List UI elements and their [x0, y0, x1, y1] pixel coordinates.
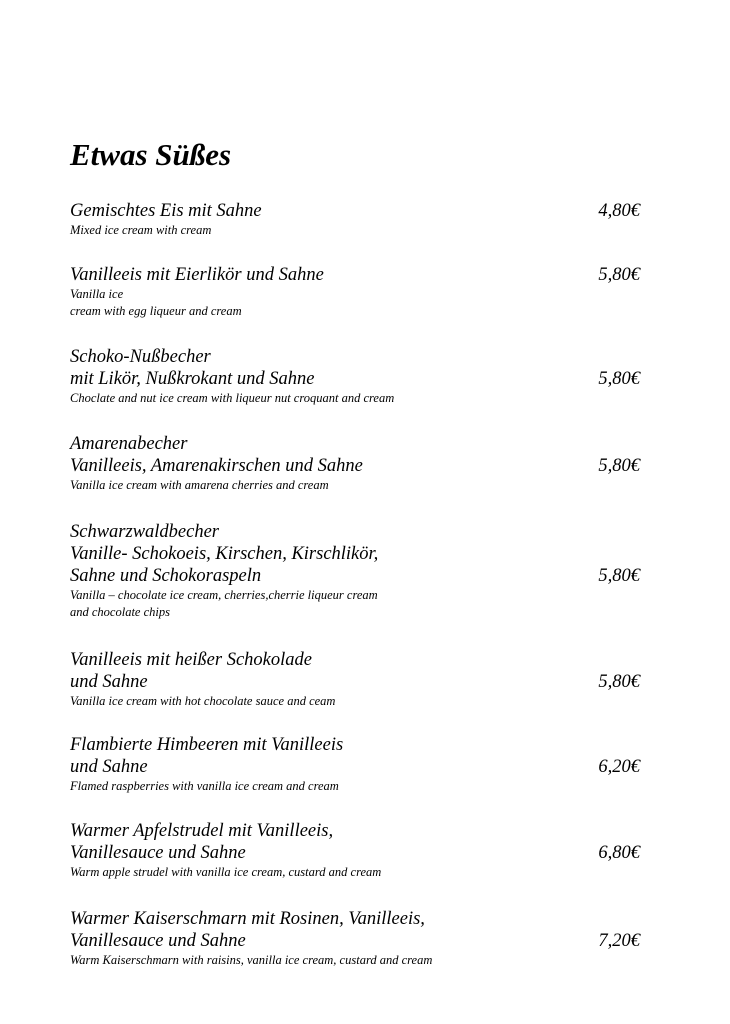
menu-item-description: Vanilla ice cream with hot chocolate sauce and ceam: [70, 694, 336, 708]
menu-item-description: Choclate and nut ice cream with liqueur nut croquant and cream: [70, 391, 395, 405]
menu-item-name: Flambierte Himbeeren mit Vanilleeis: [70, 735, 344, 755]
menu-item-price: 5,80€: [598, 369, 640, 389]
menu-item-name: Vanilleeis mit Eierlikör und Sahne: [70, 265, 324, 285]
menu-item-price: 5,80€: [598, 566, 640, 586]
page-title: Etwas Süßes: [70, 137, 232, 172]
menu-item-name: Gemischtes Eis mit Sahne: [70, 201, 262, 221]
menu-item: [70, 200, 640, 239]
menu-item-name: Warmer Apfelstrudel mit Vanilleeis,: [70, 821, 334, 841]
menu-item-name: Amarenabecher: [70, 434, 188, 454]
menu-item-description: Vanilla – chocolate ice cream, cherries,cherrie liqueur cream: [70, 588, 378, 602]
menu-item-description: Vanilla ice: [70, 287, 124, 301]
menu-item-description: Flamed raspberries with vanilla ice cream and cream: [70, 779, 339, 793]
menu-item-name: mit Likör, Nußkrokant und Sahne: [70, 369, 315, 389]
menu-item-name: Schoko-Nußbecher: [70, 347, 211, 367]
menu-item-description: and chocolate chips: [70, 605, 170, 619]
menu-item-name: Vanille- Schokoeis, Kirschen, Kirschlikör,: [70, 544, 379, 564]
menu-item-name: Vanilleeis, Amarenakirschen und Sahne: [70, 456, 363, 476]
menu-item-price: 5,80€: [598, 456, 640, 476]
menu-item: [70, 346, 640, 407]
menu-item-price: 5,80€: [598, 265, 640, 285]
menu-item-description: Warm Kaiserschmarn with raisins, vanilla ice cream, custard and cream: [70, 953, 433, 967]
menu-item-description: Mixed ice cream with cream: [70, 223, 212, 237]
menu-item-name: Vanillesauce und Sahne: [70, 931, 246, 951]
menu-item: [70, 734, 640, 795]
menu-item-price: 5,80€: [598, 672, 640, 692]
menu-item: [70, 521, 640, 621]
menu-item: [70, 433, 640, 494]
menu-item: [70, 649, 640, 710]
menu-item-price: 7,20€: [598, 931, 640, 951]
menu-item-name: und Sahne: [70, 757, 148, 777]
menu-item-description: cream with egg liqueur and cream: [70, 304, 242, 318]
menu-item-name: Vanillesauce und Sahne: [70, 843, 246, 863]
menu-item: [70, 264, 640, 320]
menu-item-name: Sahne und Schokoraspeln: [70, 566, 262, 586]
menu-item-name: Vanilleeis mit heißer Schokolade: [70, 650, 312, 670]
menu-item-name: Schwarzwaldbecher: [70, 522, 220, 542]
menu-item-price: 4,80€: [598, 201, 640, 221]
menu-item-price: 6,80€: [598, 843, 640, 863]
menu-item-price: 6,20€: [598, 757, 640, 777]
menu-item-name: und Sahne: [70, 672, 148, 692]
menu-item-description: Warm apple strudel with vanilla ice cream, custard and cream: [70, 865, 382, 879]
menu-item-description: Vanilla ice cream with amarena cherries and cream: [70, 478, 329, 492]
menu-item: [70, 820, 640, 881]
menu-item: [70, 908, 640, 969]
menu-item-name: Warmer Kaiserschmarn mit Rosinen, Vanilleeis,: [70, 909, 425, 929]
